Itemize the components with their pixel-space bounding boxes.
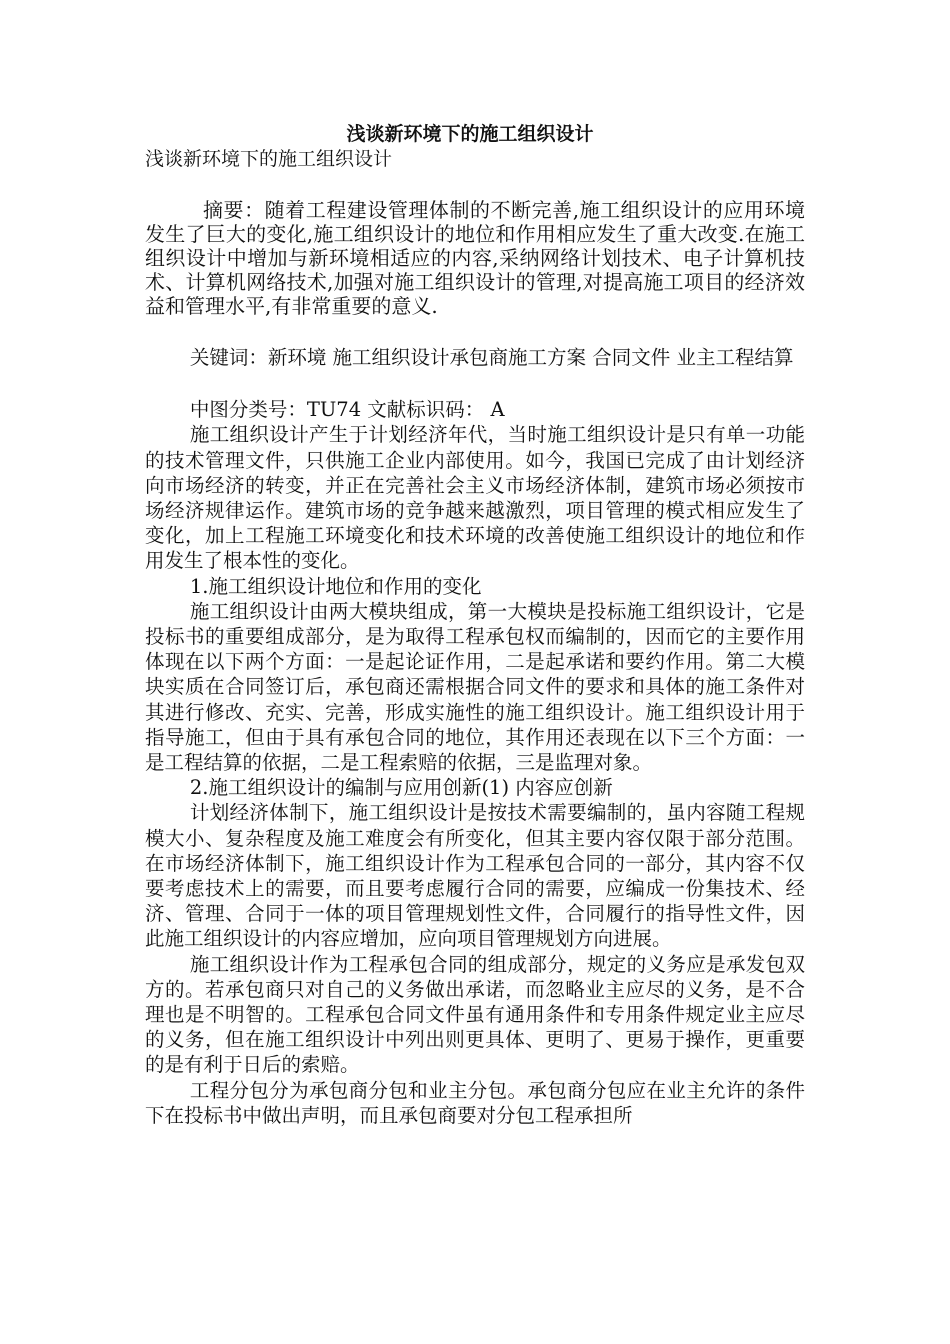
section-heading: 2.施工组织设计的编制与应用创新(1) 内容应创新 [189, 776, 613, 800]
classification-line: 中图分类号：TU74 文献标识码： A [189, 398, 505, 422]
keywords-paragraph: 关键词：新环境 施工组织设计承包商施工方案 合同文件 业主工程结算 [189, 346, 794, 369]
abstract-paragraph: 摘要：随着工程建设管理体制的不断完善,施工组织设计的应用环境发生了巨大的变化,施工组织设计的地位和作用相应发生了重大改变.在施工组织设计中增加与新环境相适应的内容,采纳网络计划技术、电子计算机技术、计算机网络技术,加强对施工组织设计的管理,对提高施工项目的经济效益和管理水平,有非常重要的意义. [145, 198, 805, 318]
document-subtitle: 浅谈新环境下的施工组织设计 [145, 148, 393, 170]
body-paragraph: 施工组织设计产生于计划经济年代，当时施工组织设计是只有单一功能的技术管理文件，只供施工企业内部使用。如今，我国已完成了由计划经济向市场经济的转变，并正在完善社会主义市场经济体制，建筑市场必须按市场经济规律运作。建筑市场的竞争越来越激烈，项目管理的模式相应发生了变化，加上工程施工环境变化和技术环境的改善使施工组织设计的地位和作用发生了根本性的变化。 [145, 423, 805, 573]
body-text [145, 422, 805, 1128]
body-paragraph: 工程分包分为承包商分包和业主分包。承包商分包应在业主允许的条件下在投标书中做出声明，而且承包商要对分包工程承担所 [145, 1078, 805, 1127]
document-page [145, 122, 805, 1128]
body-paragraph: 计划经济体制下，施工组织设计是按技术需要编制的，虽内容随工程规模大小、复杂程度及施工难度会有所变化，但其主要内容仅限于部分范围。在市场经济体制下，施工组织设计作为工程承包合同的一部分，其内容不仅要考虑技术上的需要，而且要考虑履行合同的需要，应编成一份集技术、经济、管理、合同于一体的项目管理规划性文件，合同履行的指导性文件，因此施工组织设计的内容应增加，应向项目管理规划方向进展。 [145, 801, 805, 951]
body-paragraph: 施工组织设计作为工程承包合同的组成部分，规定的义务应是承发包双方的。若承包商只对自己的义务做出承诺，而忽略业主应尽的义务，是不合理也是不明智的。工程承包合同文件虽有通用条件和专用条件规定业主应尽的义务，但在施工组织设计中列出则更具体、更明了、更易于操作，更重要的是有利于日后的索赔。 [145, 952, 805, 1077]
body-paragraph: 施工组织设计由两大模块组成，第一大模块是投标施工组织设计，它是投标书的重要组成部分，是为取得工程承包权而编制的，因而它的主要作用体现在以下两个方面：一是起论证作用，二是起承诺和要约作用。第二大模块实质在合同签订后，承包商还需根据合同文件的要求和具体的施工条件对其进行修改、充实、完善，形成实施性的施工组织设计。施工组织设计用于指导施工，但由于具有承包合同的地位，其作用还表现在以下三个方面：一是工程结算的依据，二是工程索赔的依据，三是监理对象。 [145, 599, 805, 775]
document-title: 浅谈新环境下的施工组织设计 [346, 123, 594, 145]
section-heading: 1.施工组织设计地位和作用的变化 [189, 574, 482, 598]
